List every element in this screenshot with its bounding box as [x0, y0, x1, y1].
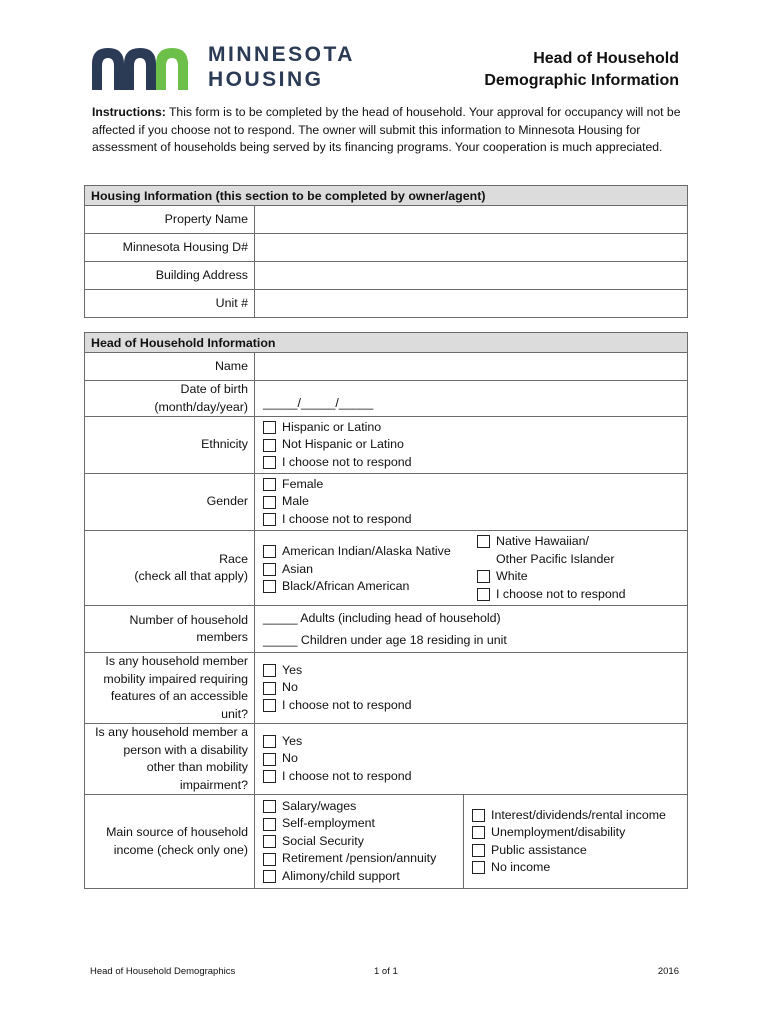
race-option[interactable]: I choose not to respond	[477, 586, 687, 604]
gender-option[interactable]: Male	[263, 493, 687, 511]
race-option[interactable]: American Indian/Alaska Native	[263, 543, 473, 561]
gender-option[interactable]: I choose not to respond	[263, 511, 687, 529]
ethnicity-label: Ethnicity	[85, 417, 255, 474]
income-source-options	[255, 795, 688, 889]
footer-year: 2016	[657, 966, 679, 977]
checkbox-icon[interactable]	[263, 478, 276, 491]
checkbox-icon[interactable]	[263, 800, 276, 813]
mobility-options	[255, 653, 688, 724]
checkbox-icon[interactable]	[263, 835, 276, 848]
checkbox-icon[interactable]	[263, 439, 276, 452]
race-option[interactable]: Asian	[263, 561, 473, 579]
document-title	[484, 48, 679, 92]
dob-label	[85, 381, 255, 417]
minnesota-housing-logo	[90, 44, 380, 94]
gender-options	[255, 474, 688, 531]
race-options	[255, 531, 688, 606]
income-option[interactable]: Retirement /pension/annuity	[263, 850, 463, 868]
disability-option[interactable]: I choose not to respond	[263, 768, 687, 786]
income-option[interactable]: Social Security	[263, 833, 463, 851]
mobility-option[interactable]: No	[263, 679, 687, 697]
mobility-option[interactable]: I choose not to respond	[263, 697, 687, 715]
income-option[interactable]: No income	[472, 859, 687, 877]
checkbox-icon[interactable]	[263, 735, 276, 748]
housing-info-table	[84, 185, 688, 318]
disability-label: Is any household member a person with a disability other than mobility impairment?	[85, 724, 255, 795]
unit-number-label: Unit #	[85, 290, 255, 318]
logo-text-line2: HOUSING	[208, 68, 324, 91]
gender-label: Gender	[85, 474, 255, 531]
ethnicity-option[interactable]: I choose not to respond	[263, 454, 687, 472]
household-members-line2: members	[196, 630, 248, 644]
checkbox-icon[interactable]	[472, 826, 485, 839]
dob-blank: _____/_____/_____	[263, 396, 374, 410]
income-option[interactable]: Self-employment	[263, 815, 463, 833]
income-source-label: Main source of household income (check only one)	[85, 795, 255, 889]
checkbox-icon[interactable]	[263, 664, 276, 677]
instructions-lead: Instructions:	[92, 105, 166, 119]
dob-label-line2: (month/day/year)	[154, 399, 248, 414]
children-count[interactable]: _____ Children under age 18 residing in unit	[263, 633, 507, 647]
title-line1: Head of Household	[533, 50, 679, 67]
name-label: Name	[85, 353, 255, 381]
ethnicity-option[interactable]: Hispanic or Latino	[263, 419, 687, 437]
mobility-option[interactable]: Yes	[263, 662, 687, 680]
checkbox-icon[interactable]	[263, 545, 276, 558]
mobility-label: Is any household member mobility impaired requiring features of an accessible unit?	[85, 653, 255, 724]
income-option[interactable]: Unemployment/disability	[472, 824, 687, 842]
property-name-label: Property Name	[85, 206, 255, 234]
checkbox-icon[interactable]	[263, 513, 276, 526]
footer-left: Head of Household Demographics	[90, 966, 236, 977]
hoh-info-header: Head of Household Information	[85, 333, 688, 353]
d-number-label: Minnesota Housing D#	[85, 234, 255, 262]
checkbox-icon[interactable]	[477, 570, 490, 583]
name-field[interactable]	[255, 353, 688, 381]
race-label	[85, 531, 255, 606]
logo-mark-icon	[90, 44, 194, 92]
checkbox-icon[interactable]	[263, 870, 276, 883]
d-number-field[interactable]	[255, 234, 688, 262]
housing-info-header: Housing Information (this section to be completed by owner/agent)	[85, 186, 688, 206]
unit-number-field[interactable]	[255, 290, 688, 318]
logo-text-line1: MINNESOTA	[208, 43, 355, 66]
checkbox-icon[interactable]	[263, 699, 276, 712]
checkbox-icon[interactable]	[263, 421, 276, 434]
instructions	[92, 104, 684, 157]
dob-field[interactable]	[255, 381, 688, 417]
checkbox-icon[interactable]	[263, 456, 276, 469]
race-option[interactable]: Native Hawaiian/	[477, 533, 687, 551]
checkbox-icon[interactable]	[472, 844, 485, 857]
income-option[interactable]: Interest/dividends/rental income	[472, 807, 687, 825]
adults-count[interactable]: _____ Adults (including head of household)	[263, 611, 501, 625]
checkbox-icon[interactable]	[263, 818, 276, 831]
household-members-label	[85, 606, 255, 653]
checkbox-icon[interactable]	[477, 588, 490, 601]
race-option[interactable]: Black/African American	[263, 578, 473, 596]
race-option-continuation: Other Pacific Islander	[496, 551, 615, 566]
checkbox-icon[interactable]	[263, 853, 276, 866]
gender-option[interactable]: Female	[263, 476, 687, 494]
dob-label-line1: Date of birth	[180, 382, 248, 396]
ethnicity-options	[255, 417, 688, 474]
income-option[interactable]: Alimony/child support	[263, 868, 463, 886]
property-name-field[interactable]	[255, 206, 688, 234]
checkbox-icon[interactable]	[477, 535, 490, 548]
checkbox-icon[interactable]	[263, 682, 276, 695]
checkbox-icon[interactable]	[472, 809, 485, 822]
checkbox-icon[interactable]	[263, 770, 276, 783]
disability-option[interactable]: Yes	[263, 733, 687, 751]
ethnicity-option[interactable]: Not Hispanic or Latino	[263, 436, 687, 454]
checkbox-icon[interactable]	[472, 861, 485, 874]
checkbox-icon[interactable]	[263, 496, 276, 509]
checkbox-icon[interactable]	[263, 753, 276, 766]
building-address-field[interactable]	[255, 262, 688, 290]
checkbox-icon[interactable]	[263, 563, 276, 576]
income-option[interactable]: Public assistance	[472, 842, 687, 860]
household-members-field[interactable]	[255, 606, 688, 653]
income-option[interactable]: Salary/wages	[263, 798, 463, 816]
disability-options	[255, 724, 688, 795]
race-label-line2: (check all that apply)	[134, 569, 248, 583]
building-address-label: Building Address	[85, 262, 255, 290]
race-label-line1: Race	[219, 551, 248, 566]
race-option[interactable]: White	[477, 568, 687, 586]
head-of-household-table	[84, 332, 688, 889]
checkbox-icon[interactable]	[263, 580, 276, 593]
title-line2: Demographic Information	[484, 72, 679, 89]
disability-option[interactable]: No	[263, 750, 687, 768]
instructions-text: This form is to be completed by the head of household. Your approval for occupancy will not be affected if you choose not to respond. The owner will submit this information to Minnesota Housing for assessment of households being served by its financing programs. Your cooperation is much appreciated.	[92, 105, 681, 154]
footer-page-number: 1 of 1	[374, 966, 398, 977]
household-members-line1: Number of household	[129, 612, 248, 627]
